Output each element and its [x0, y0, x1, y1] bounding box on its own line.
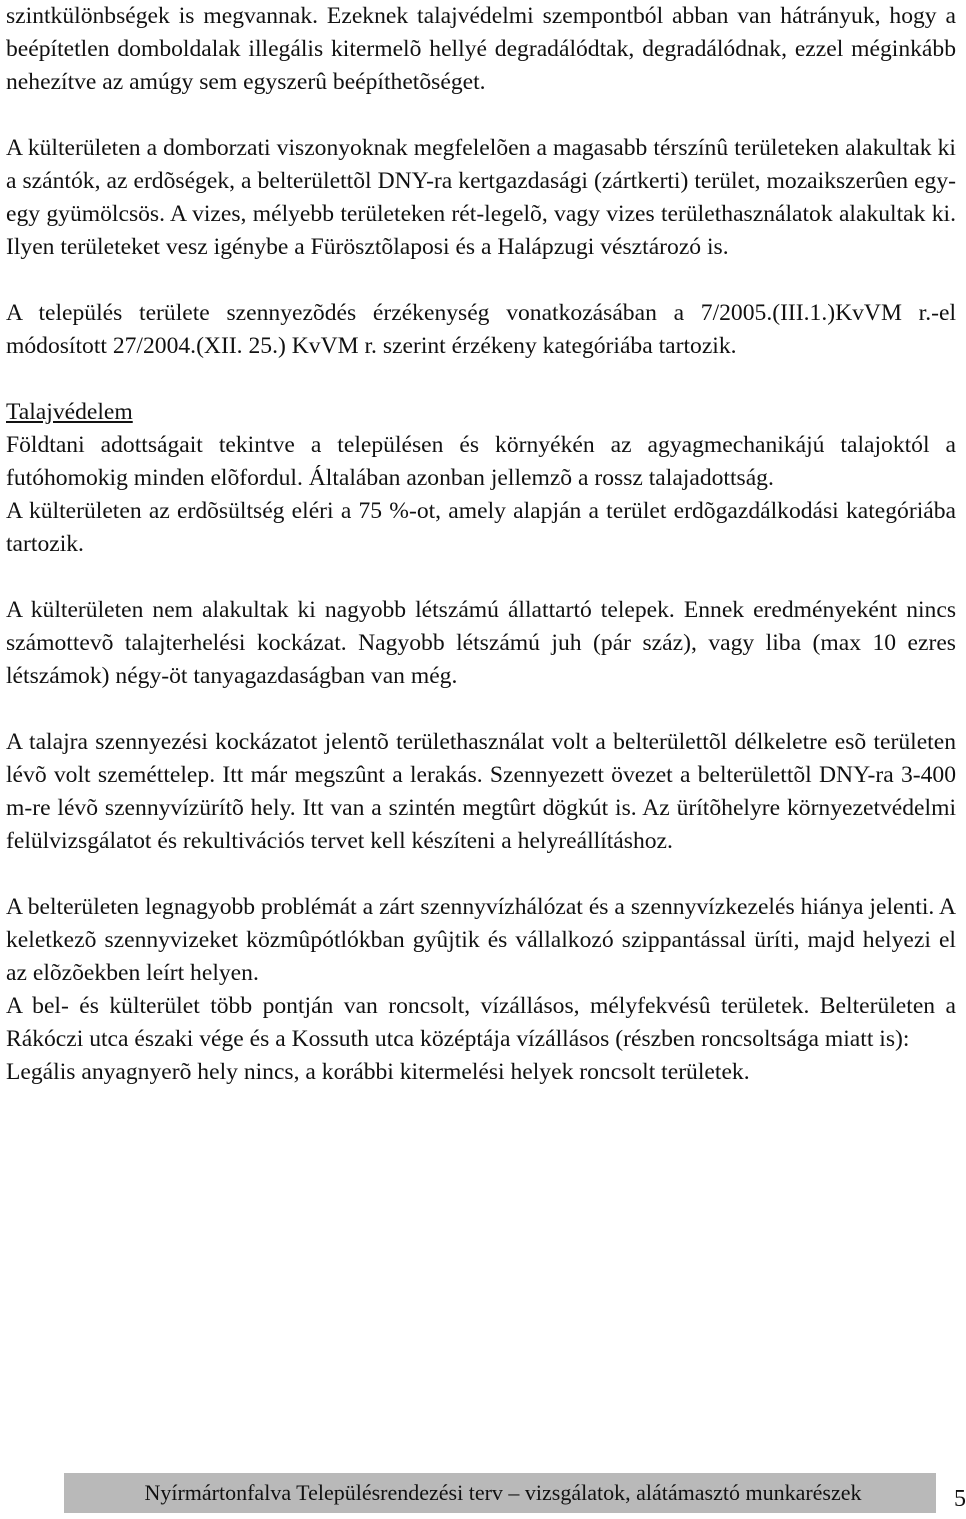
paragraph: A bel- és külterület több pontján van roncsolt, vízállásos, mélyfekvésû területek. Belterületen a Rákóczi utca északi vége és a Kossuth utca középtája vízállásos (részben roncsoltsága miatt is): — [6, 993, 956, 1052]
paragraph: A település területe szennyezõdés érzékenység vonatkozásában a 7/2005.(III.1.)KvVM r.-el módosított 27/2004.(XII. 25.) KvVM r. szerint érzékeny kategóriába tartozik. — [6, 300, 956, 359]
footer-title: Nyírmártonfalva Településrendezési terv – vizsgálatok, alátámasztó munkarészek — [144, 1480, 862, 1505]
paragraph: Legális anyagnyerõ hely nincs, a korábbi kitermelési helyek roncsolt területek. — [6, 1059, 750, 1085]
paragraph: Földtani adottságait tekintve a településen és környékén az agyagmechanikájú talajoktól a futóhomokig minden elõfordul. Általában azonban jellemzõ a rossz talajadottság. — [6, 432, 956, 491]
paragraph: A külterületen a domborzati viszonyoknak megfelelõen a magasabb térszínû területeken alakultak ki a szántók, az erdõségek, a belterülettõl DNY-ra kertgazdasági (zártkerti) terület, mozaikszerûen egy-egy gyümölcsös. A vizes, mélyebb területeken rét-legelõ, vagy vizes területhasználatok alakultak ki. Ilyen területeket vesz igénybe a Fürösztõlaposi és a Halápzugi vésztározó is. — [6, 135, 956, 260]
paragraph: A belterületen legnagyobb problémát a zárt szennyvízhálózat és a szennyvízkezelés hiánya jelenti. A keletkezõ szennyvizeket közmûpótlókban gyûjtik és vállalkozó szippantással üríti, majd helyezi el az elõzõekben leírt helyen. — [6, 894, 956, 986]
paragraph: A külterületen nem alakultak ki nagyobb létszámú állattartó telepek. Ennek eredményeként nincs számottevõ talajterhelési kockázat. Nagyobb létszámú juh (pár száz), vagy liba (max 10 ezres létszámok) négy-öt tanyagazdaságban van még. — [6, 597, 956, 689]
page-footer — [64, 1473, 966, 1513]
document-body — [6, 0, 956, 1089]
page-number: 5 — [954, 1486, 966, 1512]
paragraph: A talajra szennyezési kockázatot jelentõ területhasználat volt a belterülettõl délkeletre esõ területen lévõ volt szeméttelep. Itt már megszûnt a lerakás. Szennyezett övezet a belterülettõl DNY-ra 3-400 m-re lévõ szennyvízürítõ hely. Itt van a szintén megtûrt dögkút is. Az ürítõhelyre környezetvédelmi felülvizsgálatot és rekultivációs tervet kell készíteni a helyreállításhoz. — [6, 729, 956, 854]
section-heading-talajvedelem: Talajvédelem — [6, 399, 133, 425]
paragraph: A külterületen az erdõsültség eléri a 75 %-ot, amely alapján a terület erdõgazdálkodási kategóriába tartozik. — [6, 498, 956, 557]
paragraph: szintkülönbségek is megvannak. Ezeknek talajvédelmi szempontból abban van hátrányuk, hogy a beépítetlen domboldalak illegális kitermelõ hellyé degradálódtak, degradálódnak, ezzel méginkább nehezítve az amúgy sem egyszerû beépíthetõséget. — [6, 3, 956, 95]
